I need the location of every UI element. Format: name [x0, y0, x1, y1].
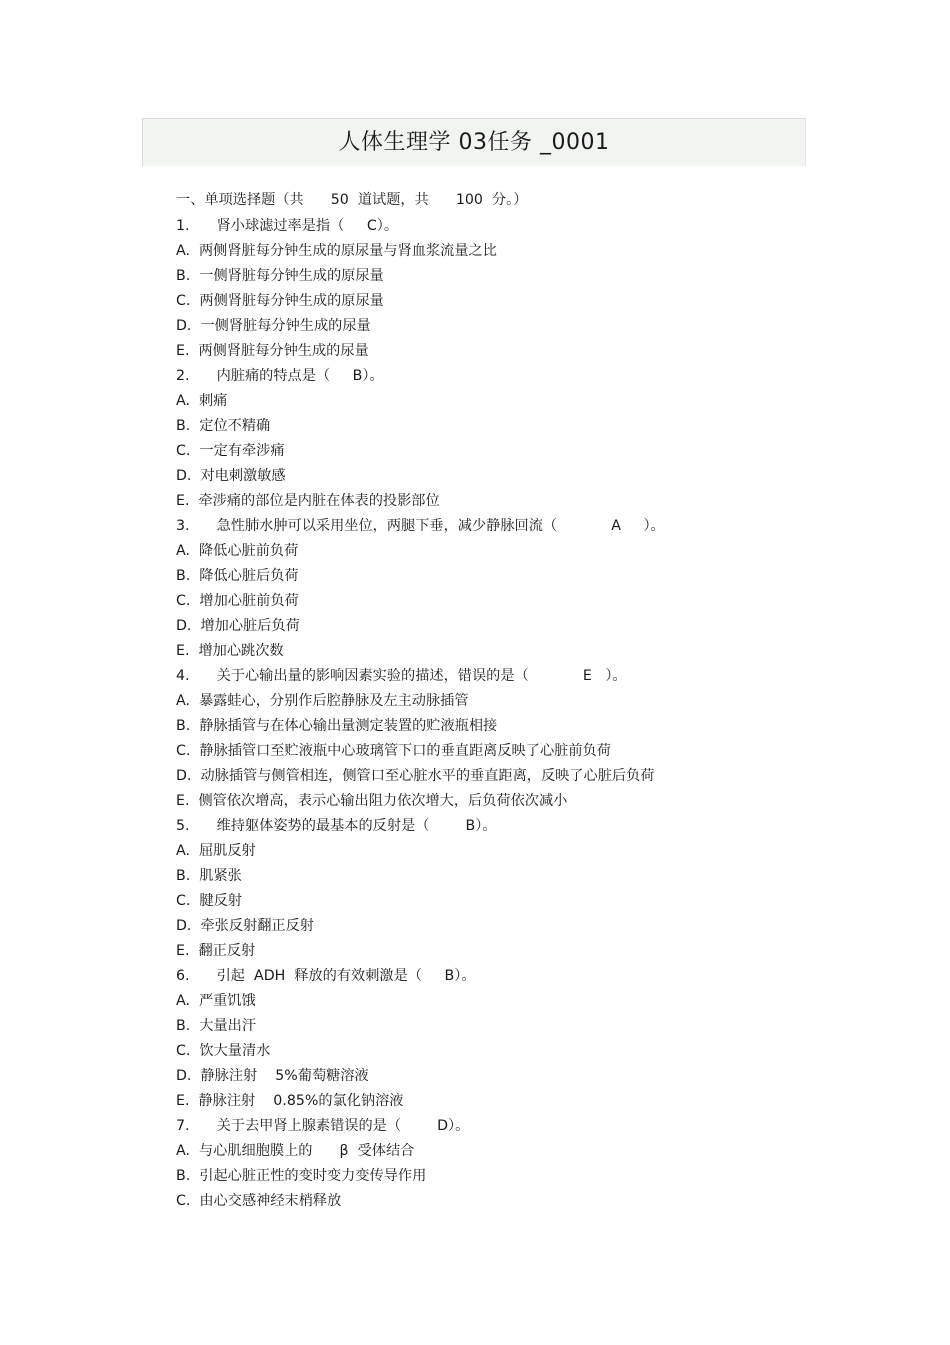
answer-option: D. 增加心脏后负荷 [176, 618, 300, 634]
answer-option: C. 一定有牵涉痛 [176, 443, 285, 459]
answer-option: A. 与心肌细胞膜上的 β 受体结合 [176, 1143, 415, 1159]
question-stem: 5. 维持躯体姿势的最基本的反射是（ B）。 [176, 818, 497, 834]
answer-option: E. 牵涉痛的部位是内脏在体表的投影部位 [176, 493, 440, 509]
document-title: 人体生理学 03任务 _0001 [338, 130, 610, 155]
question-stem: 6. 引起 ADH 释放的有效刺激是（ B）。 [176, 968, 476, 984]
answer-option: E. 翻正反射 [176, 943, 256, 959]
answer-option: E. 两侧肾脏每分钟生成的尿量 [176, 343, 369, 359]
answer-option: B. 引起心脏正性的变时变力变传导作用 [176, 1168, 427, 1184]
answer-option: D. 对电刺激敏感 [176, 468, 286, 484]
answer-option: A. 严重饥饿 [176, 993, 256, 1009]
answer-option: C. 静脉插管口至贮液瓶中心玻璃管下口的垂直距离反映了心脏前负荷 [176, 743, 611, 759]
answer-option: E. 静脉注射 0.85%的氯化钠溶液 [176, 1093, 404, 1109]
answer-option: D. 一侧肾脏每分钟生成的尿量 [176, 318, 371, 334]
answer-option: C. 增加心脏前负荷 [176, 593, 299, 609]
answer-option: E. 增加心跳次数 [176, 643, 284, 659]
question-list [176, 188, 776, 1214]
question-stem: 7. 关于去甲肾上腺素错误的是（ D）。 [176, 1118, 470, 1134]
answer-option: D. 牵张反射翻正反射 [176, 918, 314, 934]
answer-option: A. 降低心脏前负荷 [176, 543, 299, 559]
answer-option: C. 两侧肾脏每分钟生成的原尿量 [176, 293, 384, 309]
answer-option: B. 降低心脏后负荷 [176, 568, 299, 584]
answer-option: B. 一侧肾脏每分钟生成的原尿量 [176, 268, 384, 284]
answer-option: B. 肌紧张 [176, 868, 242, 884]
answer-option: A. 两侧肾脏每分钟生成的原尿量与肾血浆流量之比 [176, 243, 497, 259]
section-header: 一、单项选择题（共 50 道试题，共 100 分。） [176, 192, 528, 208]
question-stem: 2. 内脏痛的特点是（ B）。 [176, 368, 384, 384]
answer-option: A. 屈肌反射 [176, 843, 256, 859]
question-lines [176, 214, 776, 1214]
title-banner [142, 118, 806, 166]
answer-option: B. 定位不精确 [176, 418, 271, 434]
question-stem: 4. 关于心输出量的影响因素实验的描述，错误的是（ E ）。 [176, 668, 627, 684]
answer-option: D. 动脉插管与侧管相连，侧管口至心脏水平的垂直距离，反映了心脏后负荷 [176, 768, 655, 784]
question-stem: 3. 急性肺水肿可以采用坐位，两腿下垂，减少静脉回流（ A ）。 [176, 518, 665, 534]
answer-option: C. 由心交感神经末梢释放 [176, 1193, 342, 1209]
answer-option: C. 饮大量清水 [176, 1043, 271, 1059]
answer-option: A. 刺痛 [176, 393, 228, 409]
answer-option: E. 侧管依次增高，表示心输出阻力依次增大，后负荷依次减小 [176, 793, 568, 809]
answer-option: B. 静脉插管与在体心输出量测定装置的贮液瓶相接 [176, 718, 498, 734]
question-stem: 1. 肾小球滤过率是指（ C）。 [176, 218, 399, 234]
answer-option: A. 暴露蛙心，分别作后腔静脉及左主动脉插管 [176, 693, 469, 709]
answer-option: D. 静脉注射 5%葡萄糖溶液 [176, 1068, 369, 1084]
answer-option: C. 腱反射 [176, 893, 242, 909]
answer-option: B. 大量出汗 [176, 1018, 257, 1034]
